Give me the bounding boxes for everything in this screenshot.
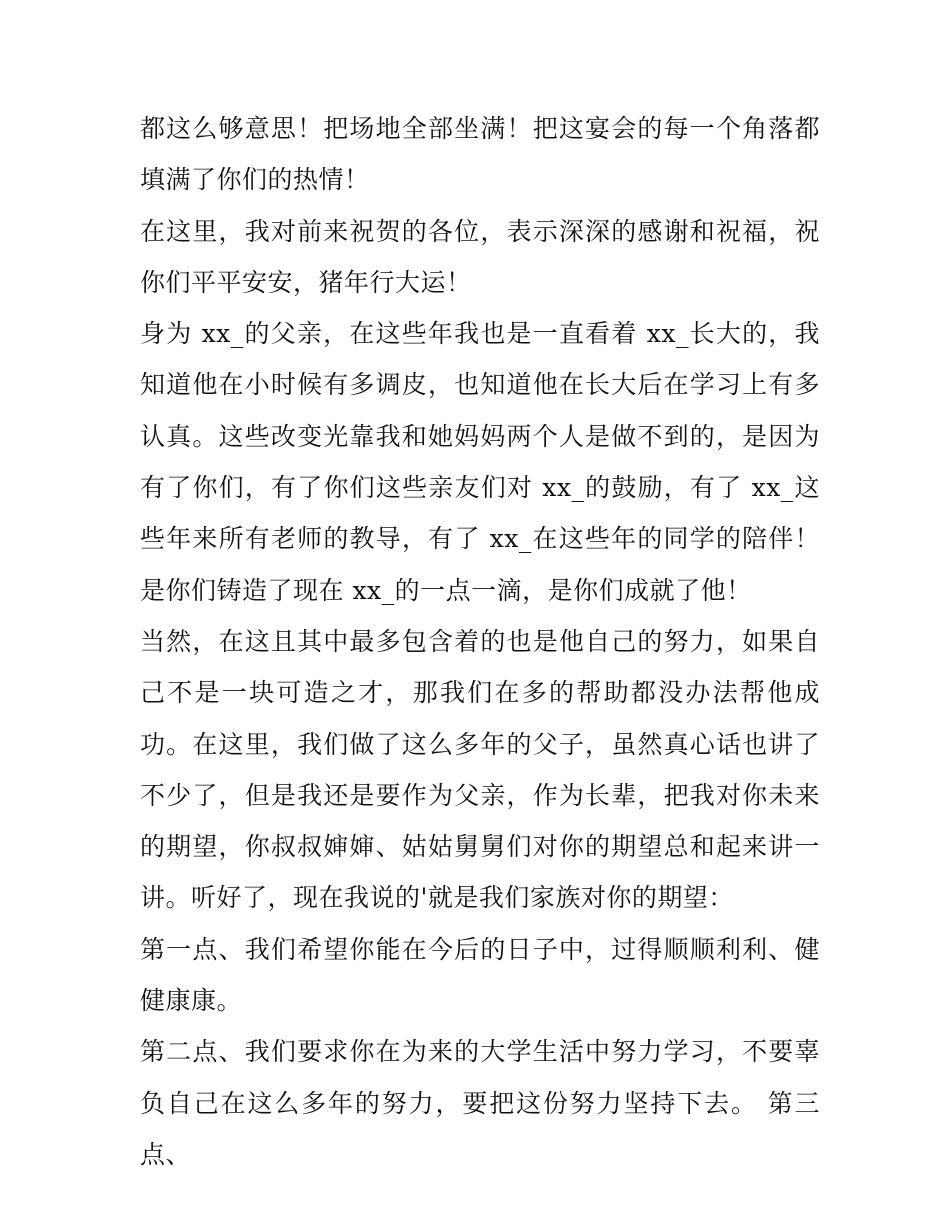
- document-body: [140, 103, 820, 1180]
- paragraph: 身为 xx_的父亲，在这些年我也是一直看着 xx_长大的，我知道他在小时候有多调皮，也知道他在长大后在学习上有多认真。这些改变光靠我和她妈妈两个人是做不到的，是因为有了你们，有了你们这些亲友们对 xx_的鼓励，有了 xx_这些年来所有老师的教导，有了 xx_在这些年的同学的陪伴！是你们铸造了现在 xx_的一点一滴，是你们成就了他！: [140, 319, 820, 605]
- paragraph: 当然，在这且其中最多包含着的也是他自己的努力，如果自己不是一块可造之才，那我们在多的帮助都没办法帮他成功。在这里，我们做了这么多年的父子，虽然真心话也讲了不少了，但是我还是要作为父亲，作为长辈，把我对你未来的期望，你叔叔婶婶、姑姑舅舅们对你的期望总和起来讲一讲。听好了，现在我说的'就是我们家族对你的期望：: [140, 626, 820, 913]
- paragraph: 都这么够意思！把场地全部坐满！把这宴会的每一个角落都填满了你们的热情！: [140, 114, 820, 195]
- paragraph: 第二点、我们要求你在为来的大学生活中努力学习，不要辜负自己在这么多年的努力，要把这份努力坚持下去。 第三点、: [140, 1037, 820, 1169]
- paragraph: 在这里，我对前来祝贺的各位，表示深深的感谢和祝福，祝你们平平安安，猪年行大运！: [140, 216, 820, 297]
- paragraph: 第一点、我们希望你能在今后的日子中，过得顺顺利利、健健康康。: [140, 934, 820, 1016]
